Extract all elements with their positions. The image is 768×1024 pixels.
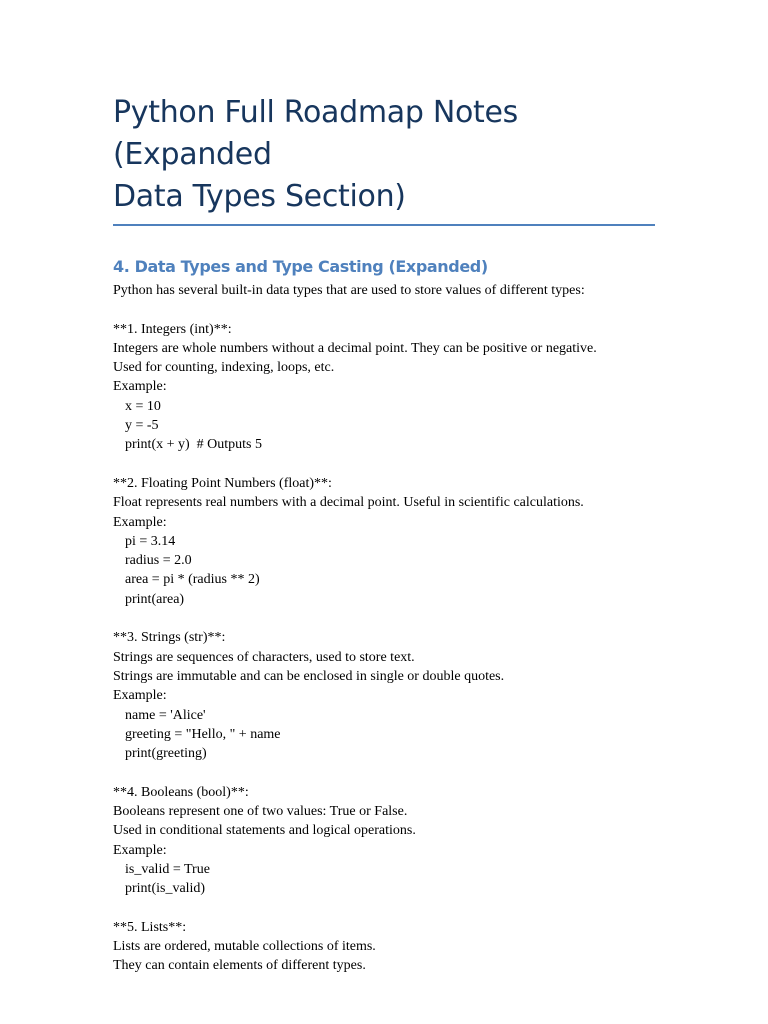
example-label: Example: [113,688,167,704]
type-block-header: **2. Floating Point Numbers (float)**: [113,475,332,491]
code-line: print(area) [125,591,185,607]
section-heading: 4. Data Types and Type Casting (Expanded) [113,257,488,276]
type-block-header: **3. Strings (str)**: [113,630,226,646]
title-underline [113,224,655,226]
blank-line [113,609,655,628]
type-block-description: Lists are ordered, mutable collections of items. [113,939,376,955]
document-page [113,92,655,976]
example-label: Example: [113,842,167,858]
code-line: x = 10 [125,398,161,414]
type-block-description: Strings are sequences of characters, used to store text. [113,649,415,665]
title-line-1: Python Full Roadmap Notes (Expanded [113,95,518,172]
code-line: print(greeting) [125,746,207,762]
type-block-description: They can contain elements of different types. [113,958,366,974]
blank-line [113,899,655,918]
code-line: greeting = "Hello, " + name [125,726,281,742]
example-label: Example: [113,379,167,395]
code-line: radius = 2.0 [125,553,192,569]
type-block-description: Integers are whole numbers without a decimal point. They can be positive or negative. [113,340,597,356]
document-title [113,92,655,224]
type-block-header: **5. Lists**: [113,919,187,935]
blank-line [113,763,655,782]
code-line: name = 'Alice' [125,707,206,723]
example-label: Example: [113,514,167,530]
type-block-description: Float represents real numbers with a decimal point. Useful in scientific calculations. [113,495,584,511]
code-line: area = pi * (radius ** 2) [125,572,260,588]
type-block-description: Used for counting, indexing, loops, etc. [113,360,335,376]
intro-paragraph: Python has several built-in data types that are used to store values of different types: [113,283,585,298]
type-block-description: Strings are immutable and can be enclosed in single or double quotes. [113,668,505,684]
code-line: pi = 3.14 [125,533,176,549]
code-line: y = -5 [125,418,159,434]
type-block-description: Used in conditional statements and logical operations. [113,823,416,839]
blank-line [113,300,655,319]
type-block-header: **1. Integers (int)**: [113,321,232,337]
code-line: print(is_valid) [125,881,206,897]
title-line-2: Data Types Section) [113,179,406,214]
type-block-description: Booleans represent one of two values: True or False. [113,804,408,820]
code-line: print(x + y) # Outputs 5 [125,437,262,453]
document-body [113,281,655,976]
code-line: is_valid = True [125,861,210,877]
blank-line [113,455,655,474]
type-block-header: **4. Booleans (bool)**: [113,784,249,800]
